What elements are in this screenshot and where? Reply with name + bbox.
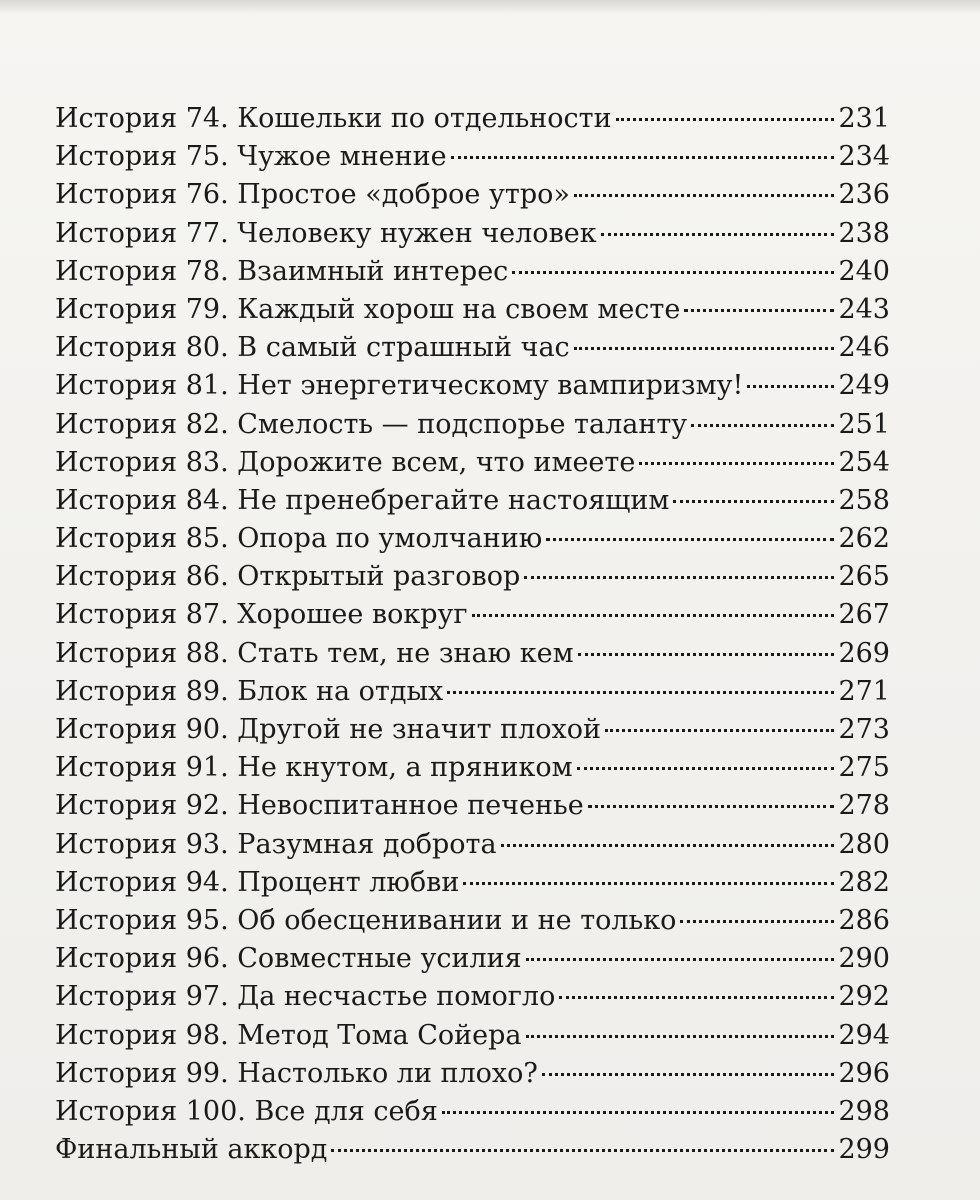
toc-entry-page-number: 296 [838, 1057, 890, 1089]
toc-entry-page-number: 273 [838, 714, 890, 745]
toc-entry-page-number: 292 [838, 981, 890, 1013]
dot-leader [691, 424, 834, 427]
dot-leader [577, 767, 835, 770]
toc-entry-title: История 82. Смелость — подспорье таланту [55, 408, 688, 440]
toc-entry [55, 826, 890, 864]
toc-entry [55, 482, 890, 520]
toc-entry-page-number: 231 [838, 103, 890, 134]
table-of-contents [55, 100, 890, 1169]
toc-entry-page-number: 262 [838, 523, 890, 555]
toc-entry-title: История 98. Метод Тома Сойера [55, 1019, 522, 1051]
toc-entry-page-number: 290 [838, 943, 890, 975]
toc-entry-title: История 91. Не кнутом, а пряником [55, 752, 573, 784]
toc-entry-title: История 87. Хорошее вокруг [55, 599, 468, 631]
dot-leader [463, 882, 834, 885]
toc-entry-title: История 90. Другой не значит плохой [55, 714, 601, 745]
toc-entry [55, 940, 890, 978]
toc-entry-title: История 99. Настолько ли плохо? [55, 1057, 538, 1089]
toc-entry-page-number: 275 [838, 752, 890, 784]
toc-entry-page-number: 243 [838, 293, 890, 325]
dot-leader [673, 500, 834, 503]
toc-entry [55, 520, 890, 558]
dot-leader [578, 653, 835, 656]
toc-entry-title: История 96. Совместные усилия [55, 943, 522, 975]
dot-leader [616, 118, 835, 121]
toc-entry [55, 253, 890, 291]
dot-leader [559, 996, 834, 999]
toc-entry-title: Финальный аккорд [55, 1134, 328, 1166]
toc-entry-title: История 92. Невоспитанное печенье [55, 790, 584, 822]
dot-leader [601, 233, 835, 236]
dot-leader [524, 576, 834, 579]
toc-entry-title: История 83. Дорожите всем, что имеете [55, 446, 636, 478]
dot-leader [472, 614, 835, 617]
toc-entry [55, 1131, 890, 1169]
dot-leader [605, 729, 834, 732]
toc-entry [55, 711, 890, 749]
toc-entry-page-number: 280 [838, 828, 890, 860]
toc-entry-page-number: 240 [838, 255, 890, 287]
toc-entry-page-number: 251 [838, 408, 890, 440]
toc-entry-page-number: 271 [838, 675, 890, 707]
dot-leader [526, 958, 835, 961]
dot-leader [546, 538, 834, 541]
toc-entry-title: История 84. Не пренебрегайте настоящим [55, 484, 670, 516]
toc-entry-page-number: 282 [838, 866, 890, 898]
toc-entry [55, 291, 890, 329]
dot-leader [574, 347, 835, 350]
page-top-edge [0, 0, 980, 14]
toc-entry-title: История 100. Все для себя [55, 1095, 438, 1127]
toc-entry-title: История 80. В самый страшный час [55, 332, 570, 364]
toc-entry-title: История 94. Процент любви [55, 866, 460, 898]
toc-entry [55, 558, 890, 596]
toc-entry [55, 749, 890, 787]
toc-entry-page-number: 269 [838, 637, 890, 669]
toc-entry [55, 673, 890, 711]
toc-entry-title: История 77. Человеку нужен человек [55, 217, 597, 249]
toc-entry-page-number: 254 [838, 446, 890, 478]
toc-entry [55, 367, 890, 405]
toc-entry-title: История 81. Нет энергетическому вампиризму! [55, 370, 744, 402]
toc-entry-page-number: 236 [838, 179, 890, 211]
toc-entry [55, 635, 890, 673]
toc-entry [55, 215, 890, 253]
toc-entry-title: История 97. Да несчастье помогло [55, 981, 556, 1013]
dot-leader [442, 1111, 835, 1114]
toc-entry [55, 787, 890, 825]
dot-leader [574, 194, 835, 197]
toc-entry [55, 864, 890, 902]
dot-leader [542, 1073, 835, 1076]
toc-entry-title: История 75. Чужое мнение [55, 141, 447, 173]
toc-entry [55, 1017, 890, 1055]
dot-leader [588, 805, 835, 808]
toc-entry-title: История 76. Простое «доброе утро» [55, 179, 570, 211]
toc-entry-title: История 93. Разумная доброта [55, 828, 497, 860]
toc-entry [55, 1093, 890, 1131]
toc-entry-page-number: 286 [838, 904, 890, 936]
dot-leader [447, 691, 834, 694]
toc-entry-page-number: 267 [838, 599, 890, 631]
toc-entry [55, 138, 890, 176]
toc-entry-title: История 85. Опора по умолчанию [55, 523, 543, 555]
toc-entry [55, 100, 890, 138]
toc-entry-page-number: 299 [838, 1134, 890, 1166]
dot-leader [512, 271, 834, 274]
toc-entry-title: История 89. Блок на отдых [55, 675, 444, 707]
toc-entry-title: История 95. Об обесценивании и не только [55, 904, 677, 936]
toc-entry [55, 444, 890, 482]
toc-entry [55, 596, 890, 634]
toc-entry-title: История 78. Взаимный интерес [55, 255, 509, 287]
dot-leader [747, 385, 834, 388]
dot-leader [331, 1149, 834, 1152]
toc-entry-page-number: 249 [838, 370, 890, 402]
toc-entry [55, 176, 890, 214]
toc-entry-page-number: 234 [838, 141, 890, 173]
toc-entry-title: История 86. Открытый разговор [55, 561, 521, 593]
toc-entry-title: История 79. Каждый хорош на своем месте [55, 293, 681, 325]
toc-entry-title: История 74. Кошельки по отдельности [55, 103, 612, 134]
toc-entry-page-number: 238 [838, 217, 890, 249]
dot-leader [451, 156, 835, 159]
toc-entry [55, 1055, 890, 1093]
toc-entry-page-number: 298 [838, 1095, 890, 1127]
dot-leader [501, 844, 835, 847]
toc-entry-title: История 88. Стать тем, не знаю кем [55, 637, 574, 669]
toc-entry-page-number: 246 [838, 332, 890, 364]
toc-entry-page-number: 278 [838, 790, 890, 822]
toc-entry-page-number: 294 [838, 1019, 890, 1051]
dot-leader [684, 309, 834, 312]
toc-entry [55, 329, 890, 367]
dot-leader [680, 920, 834, 923]
dot-leader [526, 1035, 835, 1038]
toc-entry [55, 902, 890, 940]
toc-entry [55, 978, 890, 1016]
toc-entry-page-number: 265 [838, 561, 890, 593]
dot-leader [639, 462, 834, 465]
toc-entry-page-number: 258 [838, 484, 890, 516]
toc-entry [55, 406, 890, 444]
